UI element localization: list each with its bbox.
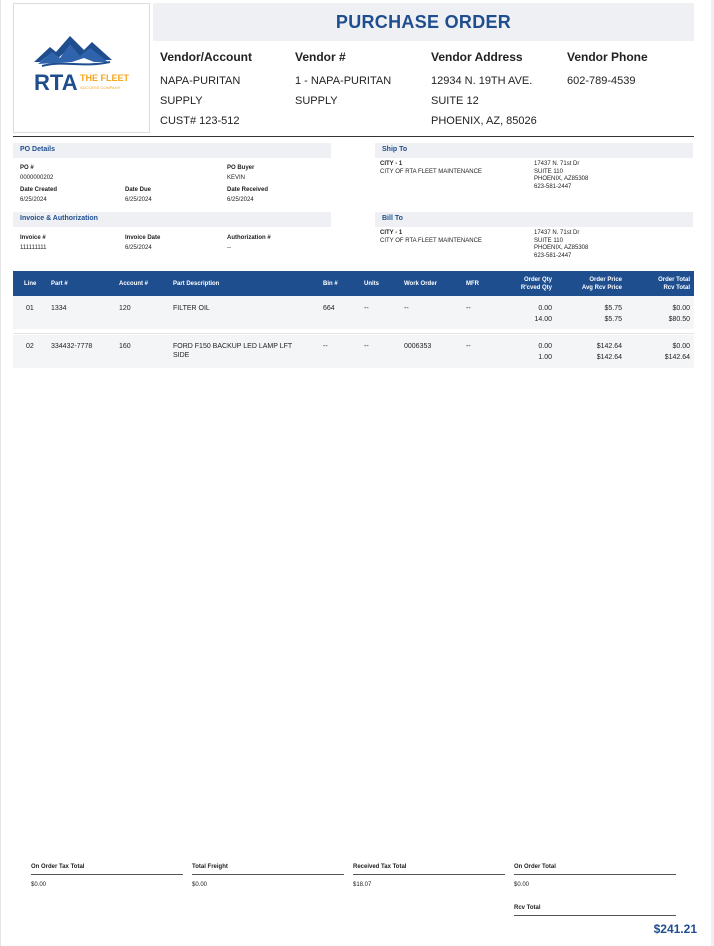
vendor-account-line: CUST# 123-512 xyxy=(160,115,240,127)
table-row xyxy=(13,335,694,368)
col-description: Part Description xyxy=(173,281,220,287)
row-rcv-total: $142.64 xyxy=(664,354,690,361)
col-price xyxy=(582,276,622,292)
invoice-date-label: Invoice Date xyxy=(125,235,161,241)
logo-brand: RTA xyxy=(34,70,78,95)
bill-to-name: CITY - 1 xyxy=(380,230,403,236)
date-due-field xyxy=(125,186,152,204)
po-number-label: PO # xyxy=(20,165,34,171)
row-mfr: -- xyxy=(466,305,471,312)
vendor-address-line: SUITE 12 xyxy=(431,95,479,107)
ship-to-org: CITY OF RTA FLEET MAINTENANCE xyxy=(380,168,482,175)
logo-tagline: THE FLEET xyxy=(80,73,129,83)
bill-to-name-block xyxy=(380,230,482,245)
vendor-account-line: SUPPLY xyxy=(160,95,203,107)
authorization-value: -- xyxy=(227,245,231,251)
table-row xyxy=(13,296,694,329)
row-work-order: 0006353 xyxy=(404,343,432,350)
vendor-number-line: 1 - NAPA-PURITAN xyxy=(295,75,392,87)
title-bar xyxy=(153,3,694,41)
row-account: 160 xyxy=(119,343,131,350)
row-total xyxy=(669,304,690,324)
row-rcv-qty: 14.00 xyxy=(534,316,552,323)
col-order-qty: Order Qty xyxy=(523,277,552,283)
po-buyer-label: PO Buyer xyxy=(227,165,255,171)
date-due-label: Date Due xyxy=(125,187,152,193)
vendor-phone-column xyxy=(567,50,702,90)
col-qty xyxy=(521,276,552,292)
on-order-total-value: $0.00 xyxy=(514,882,530,888)
freight-label: Total Freight xyxy=(192,864,228,870)
row-units: -- xyxy=(364,343,369,350)
received-tax-label: Received Tax Total xyxy=(353,864,407,870)
col-units: Units xyxy=(364,281,379,287)
on-order-tax-label: On Order Tax Total xyxy=(31,864,85,870)
col-work-order: Work Order xyxy=(404,281,437,287)
row-account: 120 xyxy=(119,305,131,312)
row-line: 02 xyxy=(26,343,34,350)
row-line: 01 xyxy=(26,305,34,312)
invoice-date-field xyxy=(125,234,160,252)
date-received-field xyxy=(227,186,268,204)
bill-to-address xyxy=(534,230,588,260)
header-divider xyxy=(13,136,694,137)
bill-to-address-line: 623-581-2447 xyxy=(534,252,572,259)
ship-to-address-line: 17437 N. 71st Dr xyxy=(534,161,580,167)
po-number-field xyxy=(20,164,53,182)
date-received-value: 6/25/2024 xyxy=(227,197,254,203)
row-order-total: $0.00 xyxy=(672,305,690,312)
invoice-number-label: Invoice # xyxy=(20,235,46,241)
bill-to-address-line: 17437 N. 71st Dr xyxy=(534,230,580,236)
vendor-address-line: 12934 N. 19TH AVE. xyxy=(431,75,533,87)
bill-to-org: CITY OF RTA FLEET MAINTENANCE xyxy=(380,237,482,244)
ship-to-heading: Ship To xyxy=(382,146,408,153)
row-part: 1334 xyxy=(51,305,67,312)
row-bin: 664 xyxy=(323,305,335,312)
row-description xyxy=(173,342,292,360)
mountain-logo-icon xyxy=(32,30,136,100)
row-order-qty: 0.00 xyxy=(538,343,552,350)
row-total xyxy=(665,342,690,362)
po-details-bar xyxy=(13,143,331,158)
col-order-price: Order Price xyxy=(589,277,622,283)
row-order-qty: 0.00 xyxy=(538,305,552,312)
row-price xyxy=(604,304,622,324)
invoice-bar xyxy=(13,212,331,227)
vendor-account-header: Vendor/Account xyxy=(160,50,253,64)
po-details-heading: PO Details xyxy=(20,146,56,153)
vendor-number-line: SUPPLY xyxy=(295,95,338,107)
authorization-field xyxy=(227,234,271,252)
vendor-phone: 602-789-4539 xyxy=(567,75,636,87)
col-avg-price: Avg Rcv Price xyxy=(581,285,622,291)
rcv-total-label: Rcv Total xyxy=(514,905,541,911)
col-account: Account # xyxy=(119,281,149,287)
authorization-label: Authorization # xyxy=(227,235,271,241)
row-avg-price: $5.75 xyxy=(604,316,622,323)
rcv-total-rule xyxy=(514,915,676,916)
ship-to-address-line: SUITE 110 xyxy=(534,168,563,175)
row-order-total: $0.00 xyxy=(672,343,690,350)
invoice-date-value: 6/25/2024 xyxy=(125,245,152,251)
company-logo xyxy=(13,3,150,133)
row-order-price: $5.75 xyxy=(604,305,622,312)
vendor-address-column xyxy=(431,50,566,130)
row-description-line: SIDE xyxy=(173,352,190,359)
vendor-address-header: Vendor Address xyxy=(431,50,523,64)
po-number-value: 0000000202 xyxy=(20,175,54,181)
page-edge-left xyxy=(0,0,1,946)
ship-to-bar xyxy=(375,143,693,158)
col-order-total: Order Total xyxy=(658,277,690,283)
vendor-account-column xyxy=(160,50,295,130)
po-buyer-value: KEVIN xyxy=(227,175,246,181)
ship-to-name: CITY - 1 xyxy=(380,161,403,167)
rcv-total-value: $241.21 xyxy=(653,922,697,936)
row-description-line: FORD F150 BACKUP LED LAMP LFT xyxy=(173,343,293,350)
date-created-label: Date Created xyxy=(20,187,58,193)
on-order-total-label: On Order Total xyxy=(514,864,556,870)
col-rcv-total: Rcv Total xyxy=(663,285,690,291)
invoice-number-field xyxy=(20,234,46,252)
ship-to-name-block xyxy=(380,161,482,176)
po-buyer-field xyxy=(227,164,254,182)
freight-value: $0.00 xyxy=(192,882,208,888)
col-bin: Bin # xyxy=(323,281,338,287)
row-bin: -- xyxy=(323,343,328,350)
ship-to-address-line: PHOENIX, AZ85308 xyxy=(534,176,589,182)
row-mfr: -- xyxy=(466,343,471,350)
row-avg-price: $142.64 xyxy=(596,354,622,361)
row-work-order: -- xyxy=(404,305,409,312)
row-price xyxy=(597,342,622,362)
vendor-account-line: NAPA-PURITAN xyxy=(160,75,241,87)
date-created-value: 6/25/2024 xyxy=(20,197,47,203)
vendor-number-header: Vendor # xyxy=(295,50,346,64)
row-rcv-qty: 1.00 xyxy=(538,354,552,361)
bill-to-bar xyxy=(375,212,693,227)
bill-to-heading: Bill To xyxy=(382,215,403,222)
col-line: Line xyxy=(24,281,37,287)
ship-to-address xyxy=(534,161,588,191)
row-units: -- xyxy=(364,305,369,312)
vendor-phone-header: Vendor Phone xyxy=(567,50,648,64)
col-mfr: MFR xyxy=(466,281,479,287)
received-tax-value: $18.07 xyxy=(353,882,372,888)
invoice-heading: Invoice & Authorization xyxy=(20,215,98,222)
on-order-tax-value: $0.00 xyxy=(31,882,47,888)
invoice-number-value: 111111111 xyxy=(20,245,47,251)
col-rcv-qty: R'cved Qty xyxy=(520,285,552,291)
date-received-label: Date Received xyxy=(227,187,269,193)
on-order-total-rule xyxy=(514,874,676,875)
vendor-number-column xyxy=(295,50,430,110)
row-rcv-total: $80.50 xyxy=(668,316,690,323)
row-qty xyxy=(534,304,552,324)
logo-subtag: SUCCESS COMPANY xyxy=(80,85,121,90)
row-description: FILTER OIL xyxy=(173,305,210,312)
bill-to-address-line: SUITE 110 xyxy=(534,237,563,244)
vendor-address-line: PHOENIX, AZ, 85026 xyxy=(431,115,537,127)
freight-rule xyxy=(192,874,344,875)
row-qty xyxy=(538,342,552,362)
col-total xyxy=(658,276,690,292)
line-items-header xyxy=(13,271,694,296)
page-title: PURCHASE ORDER xyxy=(335,12,512,32)
date-created-field xyxy=(20,186,57,204)
ship-to-address-line: 623-581-2447 xyxy=(534,183,572,190)
bill-to-address-line: PHOENIX, AZ85308 xyxy=(534,245,589,251)
row-order-price: $142.64 xyxy=(596,343,622,350)
row-part: 334432-7778 xyxy=(51,343,93,350)
on-order-tax-rule xyxy=(31,874,183,875)
date-due-value: 6/25/2024 xyxy=(125,197,152,203)
received-tax-rule xyxy=(353,874,505,875)
row-separator xyxy=(13,333,694,334)
col-part: Part # xyxy=(51,281,68,287)
